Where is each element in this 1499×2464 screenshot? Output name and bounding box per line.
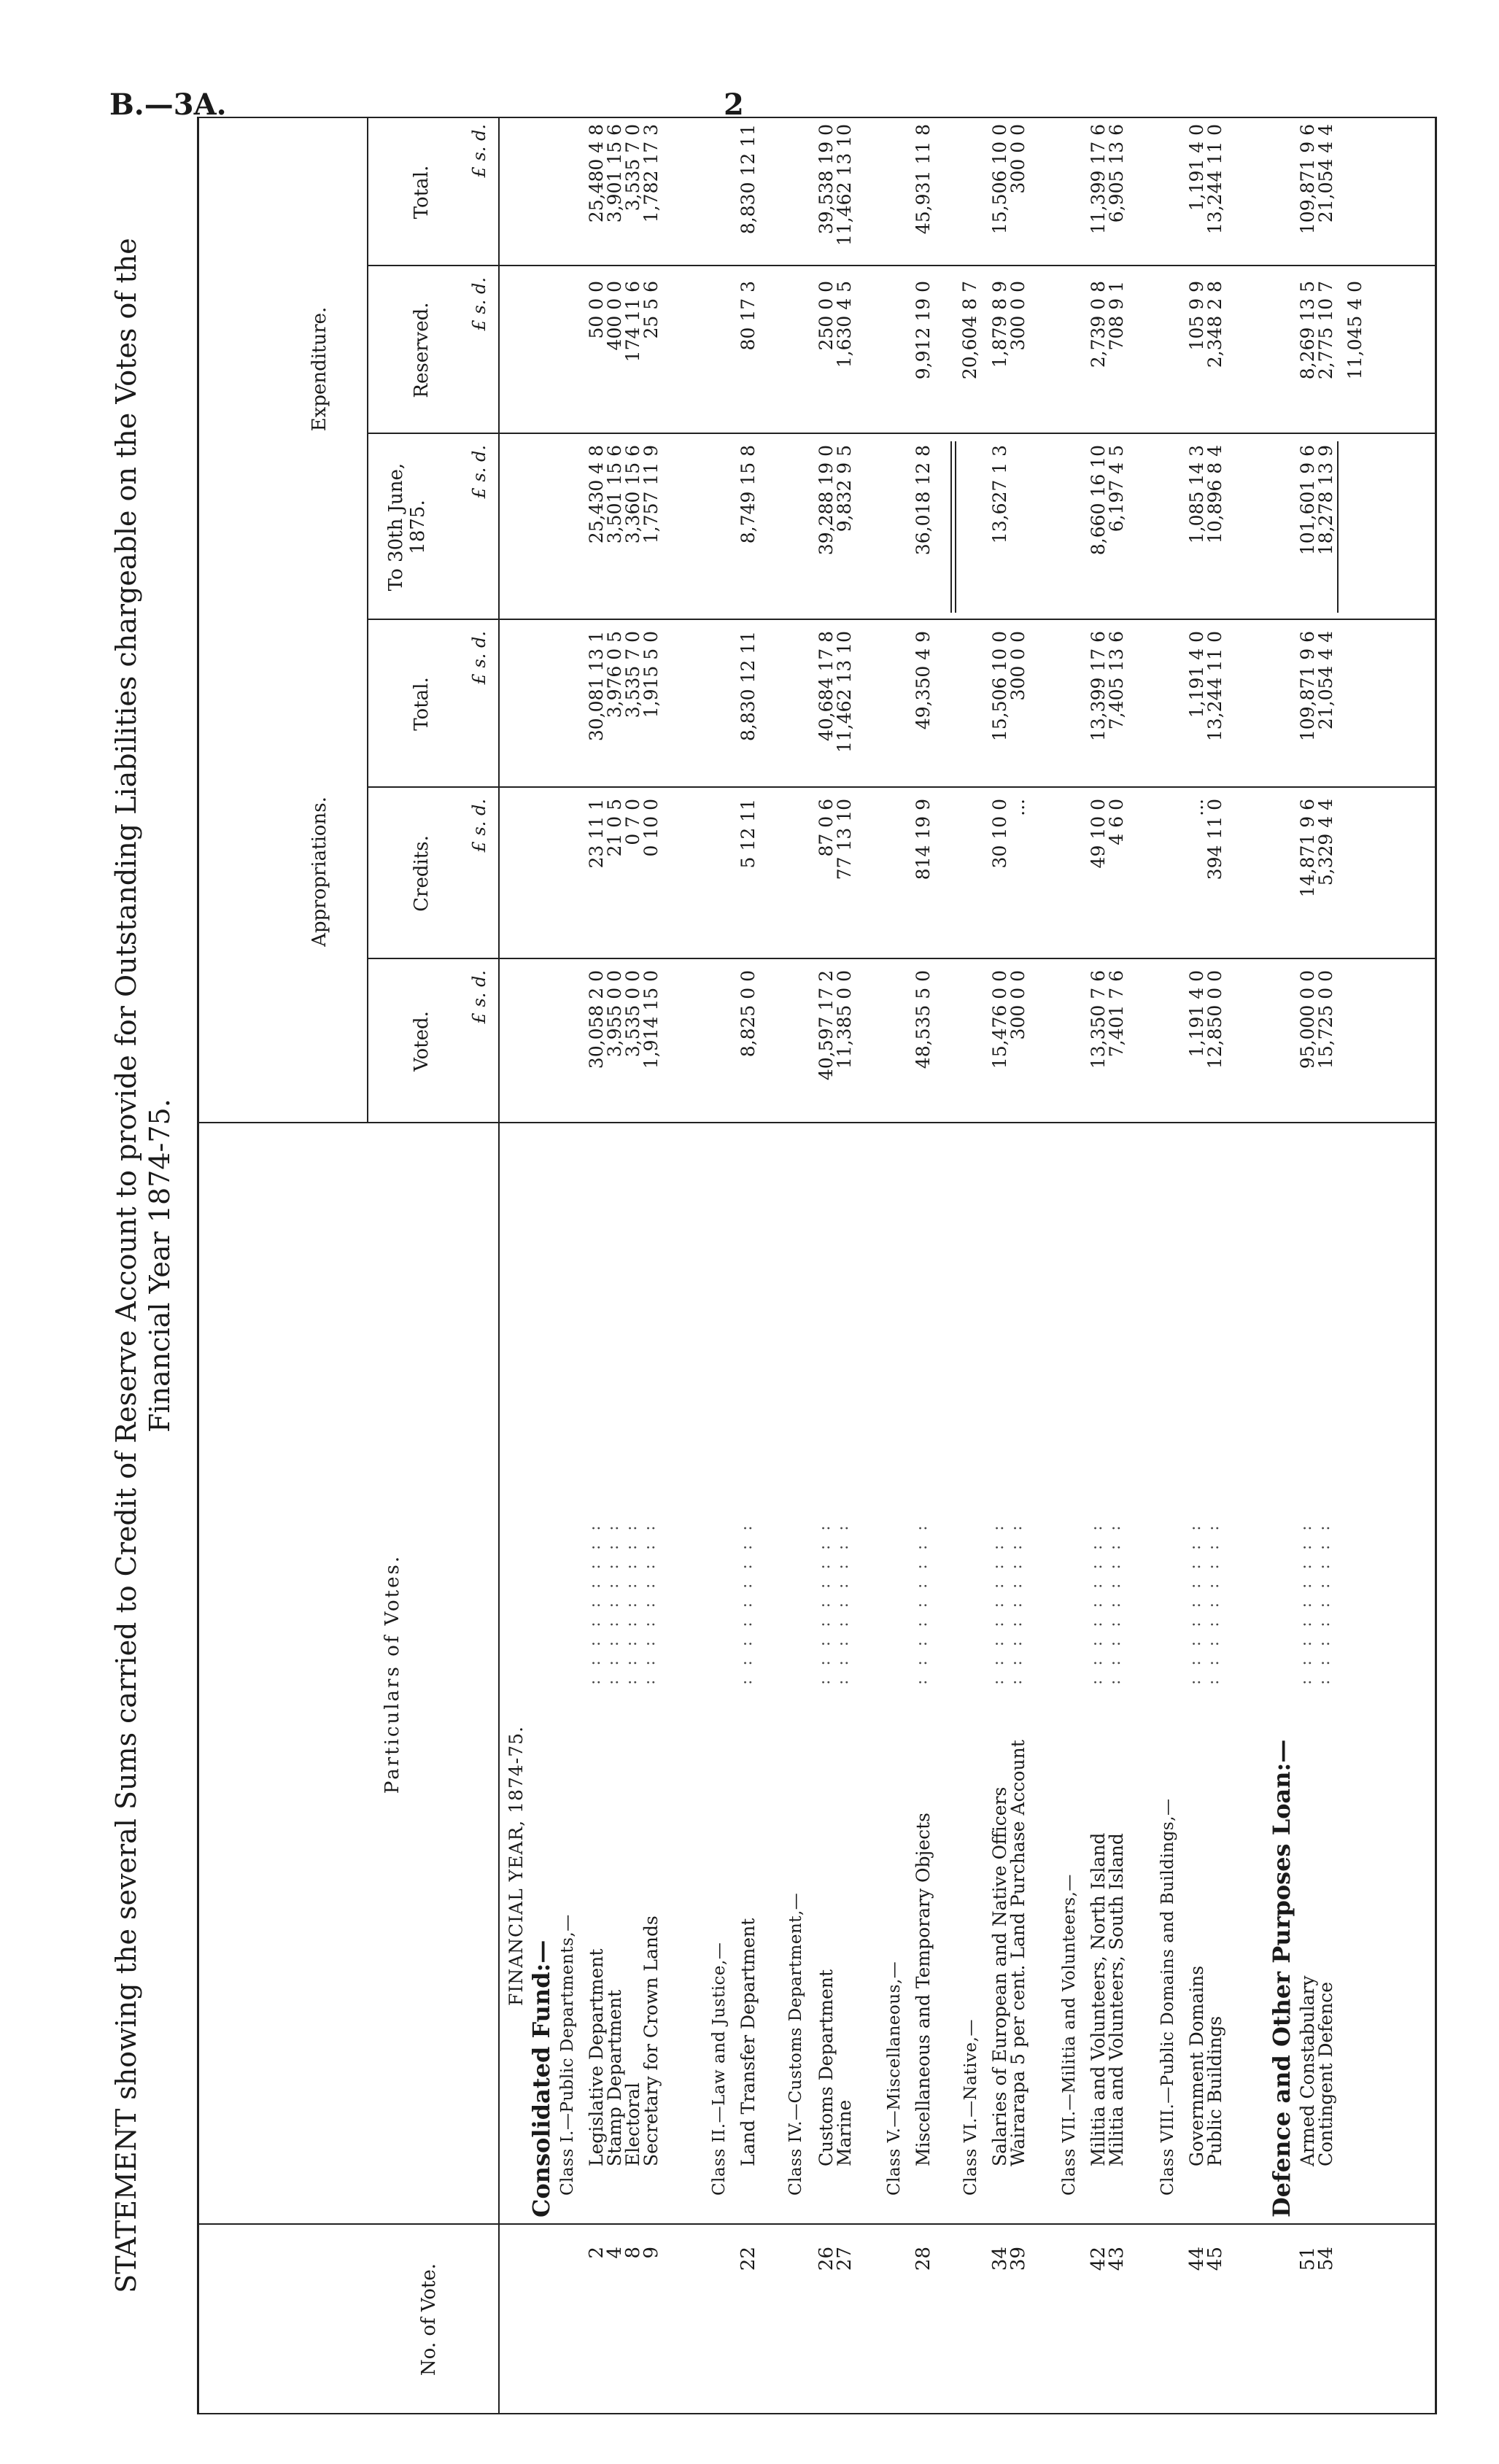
cell-reserved: 250 0 0 — [816, 281, 837, 351]
cell-to-june: 18,278 13 9 — [1315, 445, 1336, 556]
cell-to-june: 101,601 9 6 — [1297, 445, 1318, 556]
cell-total: 1,191 4 0 — [1186, 631, 1207, 718]
cell-total2: 109,871 9 6 — [1297, 124, 1318, 235]
cell-voted: 1,191 4 0 — [1186, 970, 1207, 1058]
row-leader-dots: : : : : : : : : : — [1106, 1521, 1124, 1685]
row-leader-dots: : : : : : : : : : — [1007, 1521, 1026, 1685]
cell-reserved: 25 5 6 — [640, 281, 662, 339]
row-leader-dots: : : : : : : : : : — [622, 1521, 640, 1685]
row-label: Customs Department — [816, 1969, 837, 2166]
page-code: B.—3A. — [109, 88, 227, 122]
cell-reserved: 105 9 9 — [1186, 281, 1207, 351]
cell-total: 40,684 17 8 — [816, 631, 837, 742]
title-line-2: Financial Year 1874-75. — [144, 1099, 176, 1433]
rule-credits — [367, 786, 1435, 788]
subtotal-consolidated-reserved: 20,604 8 7 — [959, 281, 980, 380]
cell-voted: 15,725 0 0 — [1315, 970, 1336, 1069]
rule-approp-exp — [367, 619, 1435, 620]
class-8-heading: Class VIII.—Public Domains and Buildings,— — [1158, 1798, 1177, 2196]
class-7-heading: Class VII.—Militia and Volunteers,— — [1060, 1874, 1079, 2196]
units-voted: £ s. d. — [469, 970, 489, 1024]
vote-number: 39 — [1007, 2247, 1029, 2271]
row-leader-dots: : : : : : : : : : — [834, 1521, 852, 1685]
header-credits: Credits. — [411, 835, 433, 912]
subtotal-loan-reserved: 11,045 4 0 — [1344, 281, 1366, 380]
cell-voted: 8,825 0 0 — [737, 970, 759, 1058]
header-reserved: Reserved. — [411, 302, 433, 398]
cell-credits: 5 12 11 — [737, 799, 759, 869]
cell-voted: 12,850 0 0 — [1204, 970, 1225, 1069]
vote-number: 2 — [586, 2247, 608, 2259]
cell-to-june: 1,085 14 3 — [1186, 445, 1207, 544]
table-left-rule — [199, 2413, 1435, 2414]
cell-total2: 11,462 13 10 — [834, 124, 855, 246]
vote-number: 27 — [834, 2247, 856, 2271]
statement-title — [109, 117, 177, 2414]
cell-credits: ... — [1186, 799, 1207, 816]
class-5-heading: Class V.—Miscellaneous,— — [885, 1961, 904, 2196]
row-label: Armed Constabulary — [1297, 1975, 1318, 2166]
vote-number: 8 — [622, 2247, 644, 2259]
cell-credits: 5,329 4 4 — [1315, 799, 1336, 886]
cell-credits: 814 19 9 — [913, 799, 934, 880]
cell-total: 49,350 4 9 — [913, 631, 934, 730]
row-leader-dots: : : : : : : : : : — [737, 1521, 756, 1685]
cell-total: 8,830 12 11 — [737, 631, 759, 742]
vote-number: 4 — [604, 2247, 626, 2259]
cell-total2: 1,782 17 3 — [640, 124, 662, 223]
cell-total: 21,054 4 4 — [1315, 631, 1336, 730]
cell-to-june: 13,627 1 3 — [989, 445, 1010, 544]
cell-total2: 45,931 11 8 — [913, 124, 934, 235]
cell-to-june: 3,360 15 6 — [622, 445, 643, 544]
financial-year-heading: FINANCIAL YEAR, 1874-75. — [506, 1726, 527, 2006]
row-label: Contingent Defence — [1315, 1981, 1336, 2166]
cell-total: 3,535 7 0 — [622, 631, 643, 718]
rule-header-bottom — [498, 118, 500, 2414]
cell-to-june: 1,757 11 9 — [640, 445, 662, 544]
cell-total: 13,244 11 0 — [1204, 631, 1225, 742]
header-total-2: Total. — [411, 165, 433, 220]
vote-number: 54 — [1315, 2247, 1337, 2271]
cell-voted: 7,401 7 6 — [1106, 970, 1127, 1058]
vote-number: 28 — [913, 2247, 934, 2271]
row-leader-dots: : : : : : : : : : — [816, 1521, 834, 1685]
cell-total2: 6,905 13 6 — [1106, 124, 1127, 223]
cell-to-june: 39,288 19 0 — [816, 445, 837, 556]
row-label: Secretary for Crown Lands — [640, 1915, 662, 2166]
cell-reserved: 1,630 4 5 — [834, 281, 855, 368]
row-leader-dots: : : : : : : : : : — [913, 1521, 931, 1685]
cell-voted: 300 0 0 — [1007, 970, 1029, 1040]
rule-subtotal-1 — [950, 441, 952, 613]
vote-number: 43 — [1106, 2247, 1128, 2271]
row-label: Militia and Volunteers, North Island — [1088, 1832, 1109, 2166]
cell-to-june: 25,430 4 8 — [586, 445, 607, 544]
cell-voted: 3,535 0 0 — [622, 970, 643, 1058]
header-expenditure: Expenditure. — [309, 306, 330, 432]
cell-credits: 87 0 6 — [816, 799, 837, 857]
cell-reserved: 300 0 0 — [1007, 281, 1029, 351]
cell-total2: 25,480 4 8 — [586, 124, 607, 223]
cell-total: 1,915 5 0 — [640, 631, 662, 718]
cell-to-june: 10,896 8 4 — [1204, 445, 1225, 544]
cell-voted: 95,000 0 0 — [1297, 970, 1318, 1069]
units-total-2: £ s. d. — [469, 124, 489, 178]
cell-total2: 3,901 15 6 — [604, 124, 625, 223]
row-leader-dots: : : : : : : : : : — [586, 1521, 604, 1685]
units-reserved: £ s. d. — [469, 277, 489, 331]
section-consolidated-fund: Consolidated Fund:— — [527, 1940, 555, 2217]
cell-reserved: 174 11 6 — [622, 281, 643, 363]
rule-subtotal-1b — [955, 441, 956, 613]
header-appropriations: Appropriations. — [309, 797, 330, 947]
vote-number: 44 — [1186, 2247, 1208, 2271]
units-total: £ s. d. — [469, 631, 489, 685]
cell-total: 300 0 0 — [1007, 631, 1029, 701]
row-leader-dots: : : : : : : : : : — [1204, 1521, 1223, 1685]
cell-to-june: 6,197 4 5 — [1106, 445, 1127, 532]
cell-credits: 0 10 0 — [640, 799, 662, 857]
cell-reserved: 2,348 2 8 — [1204, 281, 1225, 368]
cell-reserved: 2,775 10 7 — [1315, 281, 1336, 380]
row-label: Legislative Department — [586, 1948, 607, 2166]
cell-credits: 77 13 10 — [834, 799, 855, 880]
row-label: Miscellaneous and Temporary Objects — [913, 1813, 934, 2166]
units-to-june: £ s. d. — [469, 445, 489, 499]
class-4-heading: Class IV.—Customs Department,— — [786, 1892, 805, 2196]
row-leader-dots: : : : : : : : : : — [640, 1521, 659, 1685]
cell-credits: 23 11 1 — [586, 799, 607, 869]
cell-total2: 15,506 10 0 — [989, 124, 1010, 235]
row-label: Land Transfer Department — [737, 1918, 759, 2166]
class-2-heading: Class II.—Law and Justice,— — [710, 1942, 729, 2196]
cell-to-june: 36,018 12 8 — [913, 445, 934, 556]
header-voted: Voted. — [411, 1011, 433, 1072]
cell-total2: 13,244 11 0 — [1204, 124, 1225, 235]
header-particulars: Particulars of Votes. — [381, 1554, 403, 1794]
rule-vote — [199, 2223, 1435, 2225]
cell-voted: 30,058 2 0 — [586, 970, 607, 1069]
vote-number: 22 — [737, 2247, 759, 2271]
cell-total: 30,081 13 1 — [586, 631, 607, 742]
class-1-heading: Class I.—Public Departments,— — [558, 1914, 577, 2196]
cell-to-june: 3,501 15 6 — [604, 445, 625, 544]
cell-total: 3,976 0 5 — [604, 631, 625, 718]
cell-reserved: 80 17 3 — [737, 281, 759, 351]
cell-reserved: 8,269 13 5 — [1297, 281, 1318, 380]
cell-reserved: 708 9 1 — [1106, 281, 1127, 351]
vote-number: 51 — [1297, 2247, 1319, 2271]
cell-total2: 21,054 4 4 — [1315, 124, 1336, 223]
cell-voted: 1,914 15 0 — [640, 970, 662, 1069]
row-label: Militia and Volunteers, South Island — [1106, 1833, 1127, 2166]
cell-total: 7,405 13 6 — [1106, 631, 1127, 730]
cell-credits: 4 6 0 — [1106, 799, 1127, 845]
header-total: Total. — [411, 677, 433, 731]
cell-reserved: 9,912 19 0 — [913, 281, 934, 380]
row-leader-dots: : : : : : : : : : — [1186, 1521, 1204, 1685]
row-leader-dots: : : : : : : : : : — [1088, 1521, 1106, 1685]
rotated-statement — [109, 117, 1444, 2414]
cell-total2: 39,538 19 0 — [816, 124, 837, 235]
cell-voted: 3,955 0 0 — [604, 970, 625, 1058]
cell-voted: 11,385 0 0 — [834, 970, 855, 1069]
cell-credits: 0 7 0 — [622, 799, 643, 845]
cell-credits: 21 0 5 — [604, 799, 625, 857]
rule-particulars — [199, 1122, 1435, 1123]
row-label: Public Buildings — [1204, 2015, 1225, 2166]
cell-total: 11,462 13 10 — [834, 631, 855, 753]
vote-number: 9 — [640, 2247, 662, 2259]
vote-number: 42 — [1088, 2247, 1109, 2271]
page-number: 2 — [724, 88, 744, 122]
row-leader-dots: : : : : : : : : : — [1315, 1521, 1333, 1685]
section-defence-loan: Defence and Other Purposes Loan:— — [1268, 1739, 1295, 2217]
cell-to-june: 9,832 9 5 — [834, 445, 855, 532]
row-label: Wairarapa 5 per cent. Land Purchase Account — [1007, 1740, 1029, 2166]
cell-voted: 13,350 7 6 — [1088, 970, 1109, 1069]
row-label: Marine — [834, 2099, 855, 2166]
cell-credits: 30 10 0 — [989, 799, 1010, 869]
cell-reserved: 1,879 8 9 — [989, 281, 1010, 368]
cell-total: 13,399 17 6 — [1088, 631, 1109, 742]
cell-credits: ... — [1007, 799, 1029, 816]
cell-total: 15,506 10 0 — [989, 631, 1010, 742]
rule-tojune — [367, 433, 1435, 434]
cell-total2: 300 0 0 — [1007, 124, 1029, 194]
rule-voted — [367, 958, 1435, 959]
rule-group-header — [367, 118, 368, 1123]
header-vote: No. of Vote. — [418, 2263, 440, 2376]
cell-credits: 14,871 9 6 — [1297, 799, 1318, 898]
cell-total2: 8,830 12 11 — [737, 124, 759, 235]
cell-credits: 394 11 0 — [1204, 799, 1225, 880]
rule-subtotal-2 — [1337, 441, 1339, 613]
table-right-rule — [199, 117, 1435, 118]
row-leader-dots: : : : : : : : : : — [989, 1521, 1007, 1685]
cell-reserved: 2,739 0 8 — [1088, 281, 1109, 368]
cell-total2: 1,191 4 0 — [1186, 124, 1207, 212]
title-line-1: STATEMENT showing the several Sums carried to Credit of Reserve Account to provide for Outstanding Liabilities chargeable on the Votes of the — [110, 238, 142, 2293]
row-leader-dots: : : : : : : : : : — [1297, 1521, 1315, 1685]
cell-to-june: 8,660 16 10 — [1088, 445, 1109, 556]
row-label: Electoral — [622, 2083, 643, 2166]
cell-to-june: 8,749 15 8 — [737, 445, 759, 544]
row-leader-dots: : : : : : : : : : — [604, 1521, 622, 1685]
cell-voted: 48,535 5 0 — [913, 970, 934, 1069]
cell-reserved: 50 0 0 — [586, 281, 607, 339]
rule-reserved — [367, 265, 1435, 266]
vote-number: 34 — [989, 2247, 1011, 2271]
class-6-heading: Class VI.—Native,— — [961, 2019, 980, 2196]
cell-total2: 11,399 17 6 — [1088, 124, 1109, 235]
cell-credits: 49 10 0 — [1088, 799, 1109, 869]
cell-voted: 15,476 0 0 — [989, 970, 1010, 1069]
vote-number: 45 — [1204, 2247, 1226, 2271]
vote-number: 26 — [816, 2247, 837, 2271]
cell-reserved: 400 0 0 — [604, 281, 625, 351]
row-label: Salaries of European and Native Officers — [989, 1786, 1010, 2166]
row-label: Government Domains — [1186, 1965, 1207, 2166]
cell-total2: 3,535 7 0 — [622, 124, 643, 212]
statement-table — [197, 117, 1437, 2414]
row-label: Stamp Department — [604, 1989, 625, 2166]
cell-total: 109,871 9 6 — [1297, 631, 1318, 742]
cell-voted: 40,597 17 2 — [816, 970, 837, 1081]
header-to-june: To 30th June, 1875. — [385, 462, 429, 592]
units-credits: £ s. d. — [469, 799, 489, 853]
